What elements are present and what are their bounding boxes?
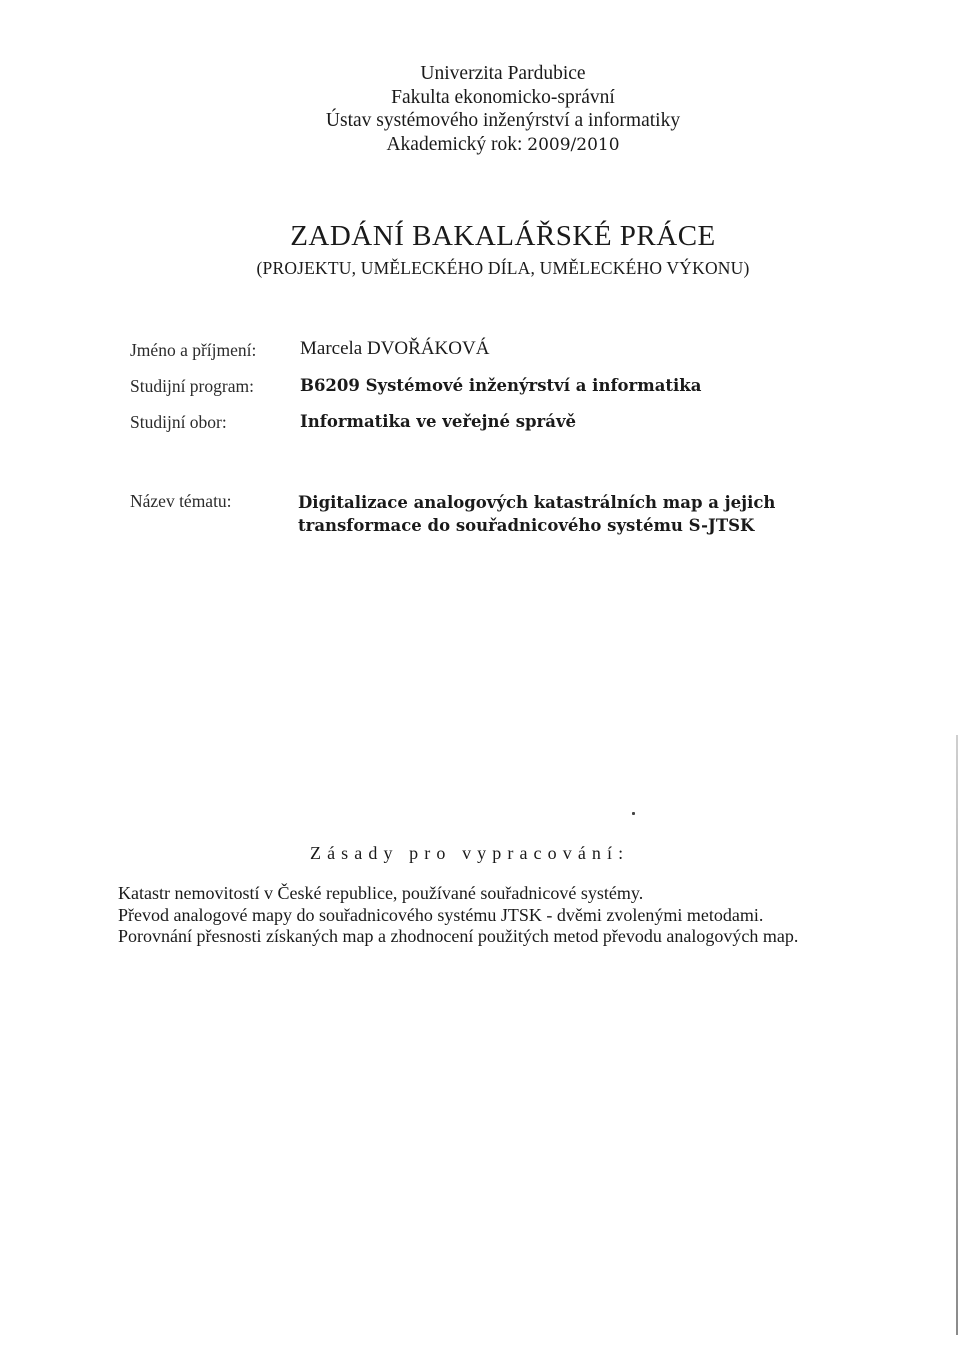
study-program: B6209 Systémové inženýrství a informatika (300, 376, 702, 395)
student-name: Marcela DVOŘÁKOVÁ (300, 338, 490, 359)
study-field-label: Studijní obor: (130, 412, 227, 432)
faculty-name: Fakulta ekonomicko-správní (391, 86, 615, 108)
institute-name: Ústav systémového inženýrství a informatiky (325, 110, 681, 131)
principles-heading: Zásady pro vypracování: (310, 843, 630, 863)
principle-item: Převod analogové mapy do souřadnicového systému JTSK - dvěmi zvolenými metodami. (118, 904, 764, 925)
topic-title-line-2: transformace do souřadnicového systému S-JTSK (298, 516, 755, 535)
scan-edge-shadow (956, 735, 958, 1335)
student-name-label: Jméno a příjmení: (130, 340, 257, 360)
academic-year-value: 2009/2010 (527, 134, 620, 155)
institution-header (0, 62, 960, 157)
principle-item: Porovnání přesnosti získaných map a zhodnocení použitých metod převodu analogových map. (118, 926, 799, 946)
principles-list (118, 883, 798, 948)
document-subtitle: (PROJEKTU, UMĚLECKÉHO DÍLA, UMĚLECKÉHO VÝKONU) (256, 258, 750, 278)
principle-item: Katastr nemovitostí v České republice, používané souřadnicové systémy. (118, 883, 644, 903)
university-name: Univerzita Pardubice (420, 63, 586, 84)
study-field: Informatika ve veřejné správě (300, 412, 577, 431)
topic-label: Název tématu: (130, 491, 232, 511)
document-title: ZADÁNÍ BAKALÁŘSKÉ PRÁCE (290, 220, 716, 252)
academic-year (0, 133, 960, 158)
scan-speck (632, 812, 635, 815)
document-title-block (0, 216, 960, 280)
topic-title (298, 491, 818, 537)
topic-title-line-1: Digitalizace analogových katastrálních map a jejich (298, 493, 776, 512)
academic-year-label: Akademický rok: (386, 133, 523, 155)
study-program-label: Studijní program: (130, 376, 254, 396)
